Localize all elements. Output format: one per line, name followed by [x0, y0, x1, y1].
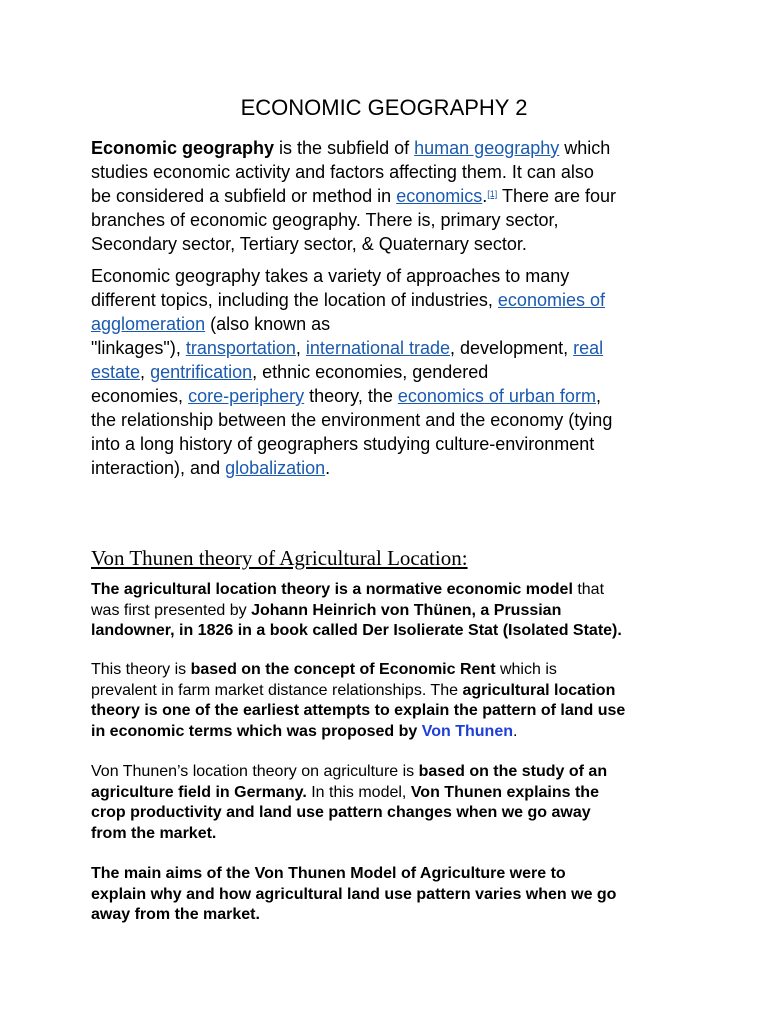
bold-term: Economic geography	[91, 138, 275, 158]
bold-text: theory is one of the earliest attempts to explain the pattern of land use	[91, 702, 626, 719]
text-run: which	[559, 138, 611, 158]
link-real-estate[interactable]: real	[573, 338, 604, 358]
paragraph-normative-model	[91, 580, 691, 642]
text-line: into a long history of geographers studying culture-environment	[91, 434, 595, 454]
text-line	[91, 701, 691, 722]
bold-text: agriculture field in Germany.	[91, 783, 307, 801]
text-run: There are four	[497, 186, 617, 206]
link-economies-of-agglomeration[interactable]: agglomeration	[91, 314, 206, 334]
text-line	[91, 336, 691, 360]
link-real-estate[interactable]: estate	[91, 362, 141, 382]
bold-text: in economic terms which was proposed by	[91, 722, 422, 740]
text-line	[91, 803, 691, 824]
text-line: the relationship between the environment and the economy (tying	[91, 410, 613, 430]
text-line	[91, 184, 691, 208]
link-international-trade[interactable]: international trade	[305, 338, 451, 358]
bold-text: Von Thunen explains the	[410, 783, 599, 801]
text-line: Economic geography takes a variety of approaches to many	[91, 266, 570, 286]
text-line	[91, 681, 691, 702]
bold-text: The agricultural location theory is a normative economic model	[91, 581, 573, 598]
text-line	[91, 621, 691, 642]
text-run: is the subfield of	[274, 138, 415, 158]
paragraph-germany-study	[91, 762, 691, 844]
text-line	[91, 660, 691, 681]
bold-text: The main aims of the Von Thunen Model of Agriculture were to	[91, 865, 566, 882]
text-run: theory, the	[304, 386, 398, 406]
bold-text: landowner, in 1826 in a book called Der Isolierate Stat (Isolated State).	[91, 622, 622, 639]
text-line: Secondary sector, Tertiary sector, & Quaternary sector.	[91, 234, 527, 254]
approaches-paragraph	[91, 264, 691, 480]
text-run: which is	[495, 661, 557, 678]
bold-text: crop productivity and land use pattern changes when we go away	[91, 804, 591, 821]
text-run: .	[325, 458, 331, 478]
link-economics-of-urban-form[interactable]: economics of urban form	[397, 386, 596, 406]
text-run: interaction), and	[91, 458, 226, 478]
text-run: This theory is	[91, 661, 191, 678]
link-human-geography[interactable]: human geography	[414, 138, 560, 158]
text-line	[91, 824, 691, 845]
text-run: .	[482, 186, 488, 206]
text-run: ,	[595, 386, 601, 406]
text-run: was first presented by	[91, 601, 252, 619]
text-run: , development,	[450, 338, 574, 358]
bold-text: based on the concept of Economic Rent	[190, 661, 496, 678]
text-run: ,	[295, 338, 306, 358]
text-run: "linkages"),	[91, 338, 186, 358]
text-run: be considered a subfield or method in	[91, 186, 397, 206]
text-run: ,	[140, 362, 151, 382]
bold-text: explain why and how agricultural land use pattern varies when we go	[91, 885, 617, 903]
bold-text: agricultural location	[462, 681, 616, 699]
paragraph-main-aims	[91, 864, 691, 926]
text-run: prevalent in farm market distance relationships. The	[91, 681, 463, 699]
bold-text: away from the market.	[91, 906, 260, 923]
text-line	[91, 905, 691, 926]
text-line	[91, 885, 691, 906]
intro-paragraph	[91, 136, 691, 256]
link-globalization[interactable]: globalization	[225, 458, 326, 478]
text-line	[91, 456, 691, 480]
text-line: branches of economic geography. There is, primary sector,	[91, 210, 559, 230]
text-line	[91, 762, 691, 783]
text-line: studies economic activity and factors affecting them. It can also	[91, 162, 594, 182]
text-run: (also known as	[205, 314, 331, 334]
text-run: different topics, including the location of industries,	[91, 290, 498, 310]
text-line	[91, 312, 691, 336]
text-run: Von Thunen’s location theory on agriculture is	[91, 763, 419, 780]
text-line	[91, 288, 691, 312]
text-line	[91, 783, 691, 804]
section-heading: Von Thunen theory of Agricultural Location:	[91, 546, 468, 570]
bold-text: from the market.	[91, 824, 217, 842]
link-economics[interactable]: economics	[396, 186, 483, 206]
text-line	[91, 384, 691, 408]
bold-text: Johann Heinrich von Thünen, a Prussian	[251, 601, 562, 619]
link-gentrification[interactable]: gentrification	[150, 362, 253, 382]
link-core-periphery[interactable]: core-periphery	[188, 386, 305, 406]
text-line	[91, 722, 691, 743]
page-title: ECONOMIC GEOGRAPHY 2	[240, 95, 528, 120]
highlighted-name: Von Thunen	[421, 722, 513, 740]
text-run: .	[513, 722, 518, 740]
citation-link[interactable]: [1]	[487, 189, 498, 199]
text-line	[91, 580, 691, 601]
text-run: In this model,	[306, 783, 411, 801]
text-run: , ethnic economies, gendered	[252, 362, 489, 382]
text-run: economies,	[91, 386, 189, 406]
text-line	[91, 360, 691, 384]
text-run: that	[572, 581, 605, 598]
link-transportation[interactable]: transportation	[185, 338, 296, 358]
link-economies-of-agglomeration[interactable]: economies of	[497, 290, 605, 310]
text-line	[91, 136, 691, 160]
bold-text: based on the study of an	[418, 763, 608, 780]
paragraph-economic-rent	[91, 660, 691, 742]
text-line	[91, 601, 691, 622]
text-line	[91, 864, 691, 885]
